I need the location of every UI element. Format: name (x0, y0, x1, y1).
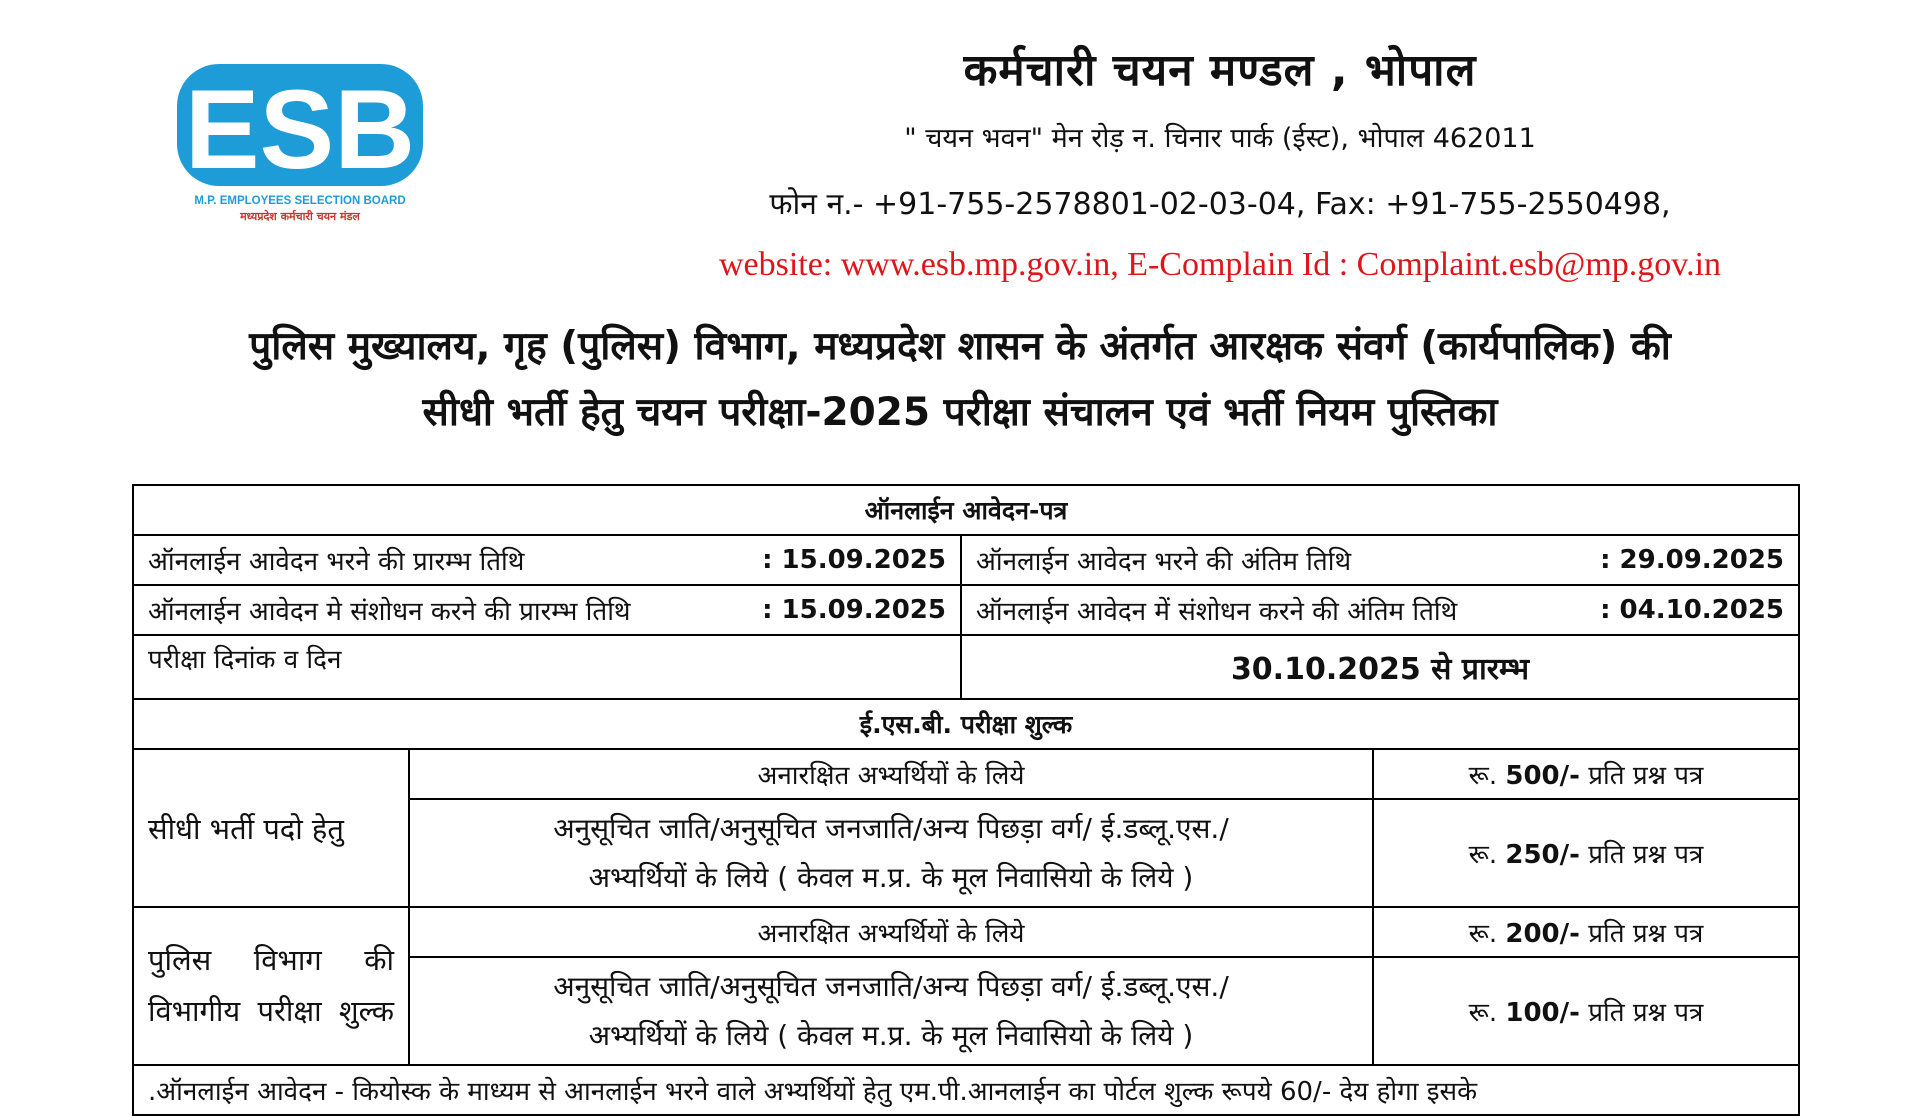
org-address: " चयन भवन" मेन रोड़ न. चिनार पार्क (ईस्ट), भोपाल 462011 (904, 123, 1536, 154)
table-row (133, 635, 1799, 699)
org-name: कर्मचारी चयन मण्डल , भोपाल (963, 45, 1477, 96)
table-row (133, 749, 1799, 799)
start-date-cell (133, 535, 961, 585)
end-date-label: ऑनलाईन आवेदन भरने की अंतिम तिथि (976, 547, 1352, 577)
mod-end-value: : 04.10.2025 (1600, 595, 1785, 625)
table-row (133, 535, 1799, 585)
document-title-line1: पुलिस मुख्यालय, गृह (पुलिस) विभाग, मध्यप्रदेश शासन के अंतर्गत आरक्षक संवर्ग (कार्यपालिक) की (249, 324, 1671, 369)
exam-date-label: परीक्षा दिनांक व दिन (133, 635, 961, 699)
portal-fee-note: .ऑनलाईन आवेदन - कियोस्क के माध्यम से आनलाईन भरने वाले अभ्यर्थियों हेतु एम.पी.आनलाईन का पोर्टल शुल्क रूपये 60/- देय होगा इसके (133, 1065, 1799, 1115)
org-website[interactable]: website: www.esb.mp.gov.in, E-Complain Id : Complaint.esb@mp.gov.in (718, 246, 1722, 283)
fee-heading: ई.एस.बी. परीक्षा शुल्क (133, 699, 1799, 749)
mod-start-cell (133, 585, 961, 635)
fee-group1-cat2: अनुसूचित जाति/अनुसूचित जनजाति/अन्य पिछड़ा वर्ग/ ई.डब्लू.एस./ अभ्यर्थियों के लिये ( केवल म.प्र. के मूल निवासियो के लिये ) (409, 799, 1373, 907)
fee-group2-amount1: रू. 200/- प्रति प्रश्न पत्र (1373, 907, 1799, 957)
end-date-cell (961, 535, 1799, 585)
logo-caption-en: M.P. EMPLOYEES SELECTION BOARD (194, 195, 406, 207)
start-date-value: : 15.09.2025 (762, 545, 946, 575)
table-row (133, 1065, 1799, 1115)
fee-group2-label: पुलिस विभाग की विभागीय परीक्षा शुल्क (133, 907, 409, 1065)
end-date-value: : 29.09.2025 (1600, 545, 1785, 575)
logo-letters: ESB (184, 67, 416, 192)
schedule-fee-table (132, 484, 1800, 1116)
fee-group2-cat1: अनारक्षित अभ्यर्थियों के लिये (409, 907, 1373, 957)
table-row (133, 699, 1799, 749)
org-contact: फोन न.- +91-755-2578801-02-03-04, Fax: +91-755-2550498, (769, 187, 1671, 222)
mod-start-label: ऑनलाईन आवेदन मे संशोधन करने की प्रारम्भ तिथि (148, 597, 631, 627)
fee-group1-amount2: रू. 250/- प्रति प्रश्न पत्र (1373, 799, 1799, 907)
mod-end-cell (961, 585, 1799, 635)
start-date-label: ऑनलाईन आवेदन भरने की प्रारम्भ तिथि (148, 547, 525, 577)
fee-group2-amount2: रू. 100/- प्रति प्रश्न पत्र (1373, 957, 1799, 1065)
esb-logo (175, 62, 425, 227)
fee-group2-cat2: अनुसूचित जाति/अनुसूचित जनजाति/अन्य पिछड़ा वर्ग/ ई.डब्लू.एस./ अभ्यर्थियों के लिये ( केवल म.प्र. के मूल निवासियो के लिये ) (409, 957, 1373, 1065)
document-title-line2: सीधी भर्ती हेतु चयन परीक्षा-2025 परीक्षा संचालन एवं भर्ती नियम पुस्तिका (422, 390, 1498, 435)
table-row (133, 485, 1799, 535)
fee-group1-label: सीधी भर्ती पदो हेतु (133, 749, 409, 907)
table-row (133, 585, 1799, 635)
fee-group1-cat1: अनारक्षित अभ्यर्थियों के लिये (409, 749, 1373, 799)
table-row (133, 907, 1799, 957)
mod-start-value: : 15.09.2025 (762, 595, 946, 625)
logo-caption-hi: मध्यप्रदेश कर्मचारी चयन मंडल (240, 210, 360, 223)
online-form-heading: ऑनलाईन आवेदन-पत्र (133, 485, 1799, 535)
exam-date-value: 30.10.2025 से प्रारम्भ (961, 635, 1799, 699)
mod-end-label: ऑनलाईन आवेदन में संशोधन करने की अंतिम तिथि (976, 597, 1458, 627)
fee-group1-amount1: रू. 500/- प्रति प्रश्न पत्र (1373, 749, 1799, 799)
